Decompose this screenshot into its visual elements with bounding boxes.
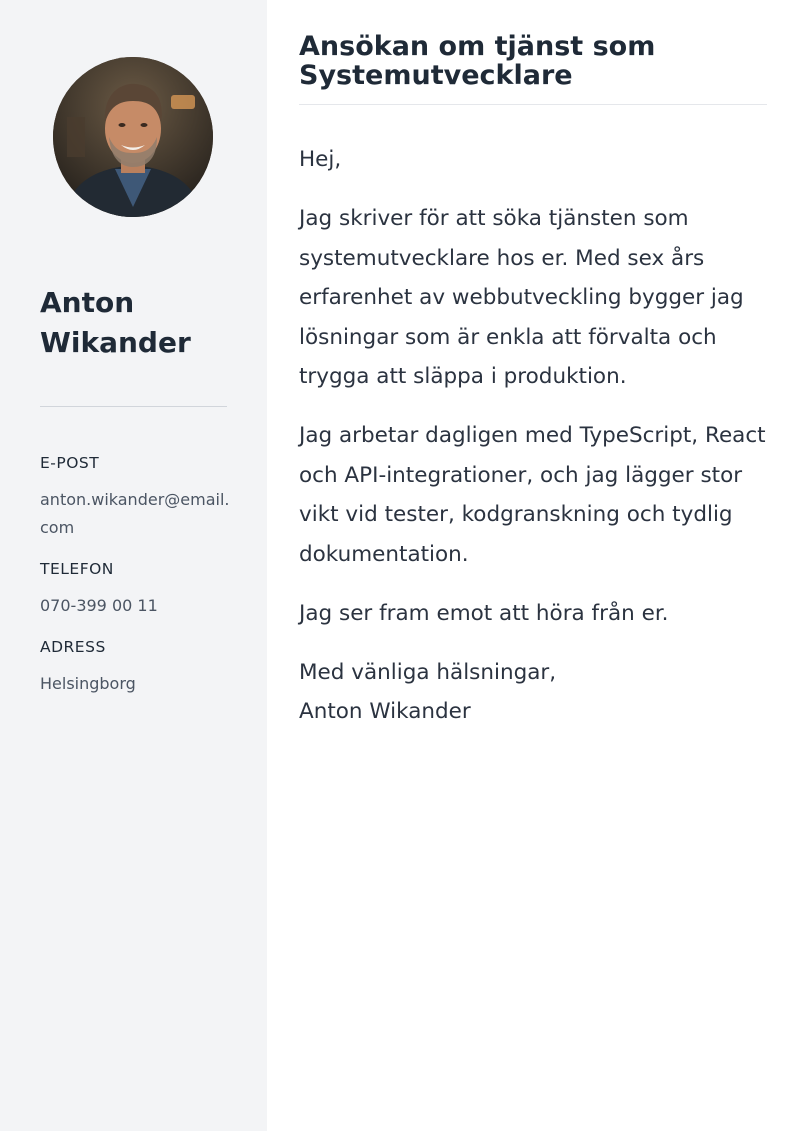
letter-body: [267, 0, 800, 1131]
title-divider: [299, 104, 767, 105]
portrait-photo: [53, 57, 213, 217]
sidebar-divider: [40, 406, 227, 407]
paragraph-1: Jag skriver för att söka tjänsten som systemutvecklare hos er. Med sex års erfarenhet av webbutveckling bygger jag lösningar som är enkla att förvalta och trygga att släppa i produktion.: [299, 206, 744, 389]
contact-section: [40, 452, 230, 714]
phone-label: TELEFON: [40, 560, 114, 578]
email-value: anton.wikander@email.com: [40, 490, 230, 537]
phone-value: 070-399 00 11: [40, 596, 158, 615]
letter-title: Ansökan om tjänst som Systemutvecklare: [299, 31, 656, 91]
greeting: Hej,: [299, 147, 342, 172]
sidebar: [0, 0, 267, 1131]
closing: Med vänliga hälsningar,: [299, 659, 557, 685]
signoff: [299, 653, 769, 732]
letter-text: [299, 140, 769, 732]
candidate-name: Anton Wikander: [40, 286, 191, 359]
avatar: [53, 57, 213, 217]
email-label: E-POST: [40, 454, 100, 472]
address-value: Helsingborg: [40, 674, 136, 693]
signature: Anton Wikander: [299, 699, 471, 724]
paragraph-2: Jag arbetar dagligen med TypeScript, React och API-integrationer, och jag lägger stor vikt vid tester, kodgranskning och tydlig dokumentation.: [299, 423, 766, 567]
address-label: ADRESS: [40, 638, 106, 656]
paragraph-3: Jag ser fram emot att höra från er.: [299, 600, 669, 626]
